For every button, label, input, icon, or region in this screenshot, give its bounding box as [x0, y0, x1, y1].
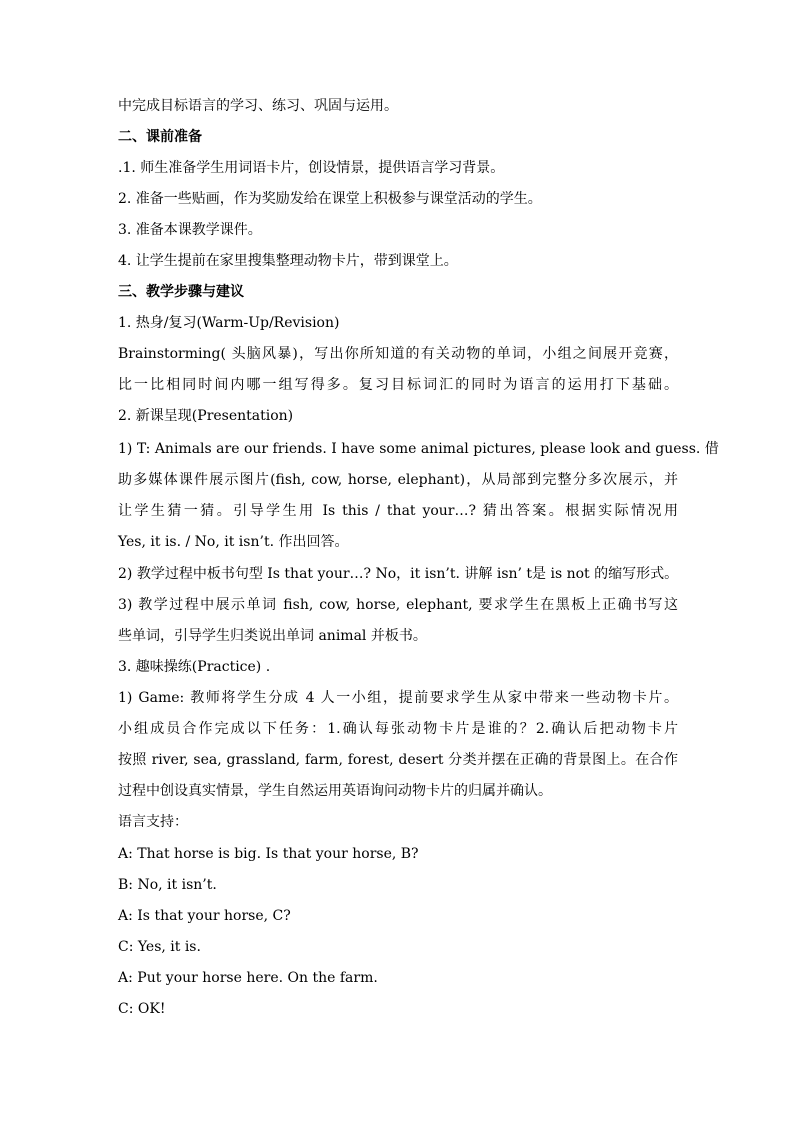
list-item: 4. 让学生提前在家里搜集整理动物卡片，带到课堂上。: [118, 253, 458, 269]
paragraph-line: 2) 教学过程中板书句型 Is that your…? No，it isn’t. 讲解 isn’ t是 is not 的缩写形式。: [118, 566, 679, 582]
paragraph-line: 中完成目标语言的学习、练习、巩固与运用。: [118, 98, 398, 114]
paragraph-line: 按照 river, sea, grassland, farm, forest, desert 分类并摆在正确的背景图上。在合作: [118, 752, 678, 768]
list-item: 2. 准备一些贴画，作为奖励发给在课堂上积极参与课堂活动的学生。: [118, 191, 542, 207]
dialogue-line: A: Put your horse here. On the farm.: [118, 970, 378, 986]
paragraph-line: 1) Game: 教师将学生分成 4 人一小组，提前要求学生从家中带来一些动物卡片。: [118, 690, 678, 706]
paragraph-line: 些单词，引导学生归类说出单词 animal 并板书。: [118, 628, 427, 644]
subsection-heading: 3. 趣味操练(Practice) .: [118, 659, 271, 675]
dialogue-line: C: OK!: [118, 1001, 166, 1017]
dialogue-line: C: Yes, it is.: [118, 939, 201, 955]
section-heading: 三、教学步骤与建议: [118, 284, 244, 300]
list-item: 3. 准备本课教学课件。: [118, 222, 262, 238]
dialogue-line: A: Is that your horse, C?: [118, 908, 291, 924]
section-heading: 二、课前准备: [118, 129, 202, 145]
list-item: .1. 师生准备学生用词语卡片，创设情景，提供语言学习背景。: [118, 160, 505, 176]
subsection-heading: 1. 热身/复习(Warm-Up/Revision): [118, 315, 340, 331]
paragraph-line: Yes, it is. / No, it isn’t. 作出回答。: [118, 534, 349, 550]
paragraph-line: 语言支持：: [118, 814, 188, 830]
paragraph-line: 助多媒体课件展示图片(fish, cow, horse, elephant)，从局部到完整分多次展示，并: [118, 472, 678, 488]
subsection-heading: 2. 新课呈现(Presentation): [118, 408, 294, 424]
dialogue-line: A: That horse is big. Is that your horse, B?: [118, 846, 419, 862]
paragraph-line: Brainstorming( 头脑风暴)，写出你所知道的有关动物的单词，小组之间展开竞赛，: [118, 346, 678, 362]
paragraph-line: 比一比相同时间内哪一组写得多。复习目标词汇的同时为语言的运用打下基础。: [118, 377, 678, 393]
paragraph-line: 让学生猜一猜。引导学生用 Is this / that your…? 猜出答案。根据实际情况用: [118, 503, 678, 519]
paragraph-line: 3) 教学过程中展示单词 fish, cow, horse, elephant, 要求学生在黑板上正确书写这: [118, 597, 678, 613]
paragraph-line: 小组成员合作完成以下任务：1.确认每张动物卡片是谁的？2.确认后把动物卡片: [118, 721, 678, 737]
dialogue-line: B: No, it isn’t.: [118, 877, 217, 893]
paragraph-line: 1) T: Animals are our friends. I have some animal pictures, please look and guess. 借: [118, 441, 719, 457]
paragraph-line: 过程中创设真实情景，学生自然运用英语询问动物卡片的归属并确认。: [118, 783, 552, 799]
